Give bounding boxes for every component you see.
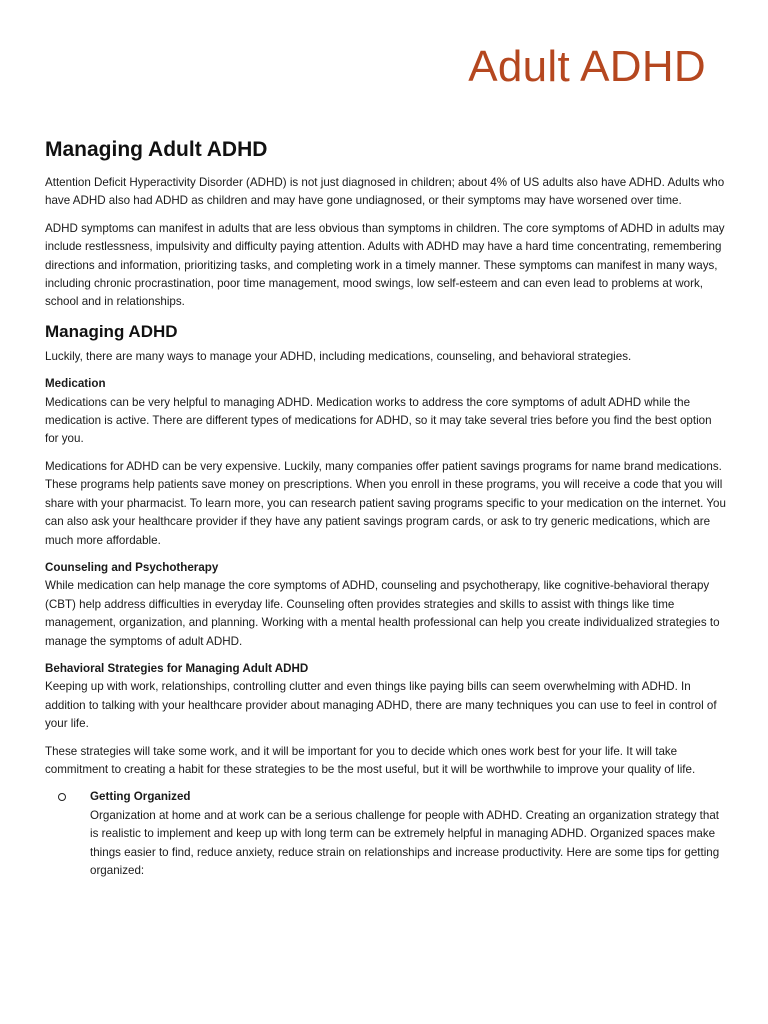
medication-subheading: Medication [45,377,106,391]
page-title: Managing Adult ADHD [45,138,268,161]
managing-adhd-heading: Managing ADHD [45,321,178,341]
list-item-getting-organized [45,788,727,880]
behavioral-paragraph-2: These strategies will take some work, and it will be important for you to decide which ones work best for your life. It will take commitment to creating a habit for these strategies to be the most useful, but it will be worthwhile to improve your quality of life. [45,744,696,776]
counseling-paragraph [45,559,727,651]
managing-lead-paragraph: Luckily, there are many ways to manage your ADHD, including medications, counseling, and behavioral strategies. [45,349,632,363]
intro-paragraph-2: ADHD symptoms can manifest in adults that are less obvious than symptoms in children. The core symptoms of ADHD in adults may include restlessness, impulsivity and difficulty paying attention. Adults with ADHD may have a hard time concentrating, remembering directions and information, prioritizing tasks, and completing work in a timely manner. These symptoms can manifest in many ways, including chronic procrastination, poor time management, mood swings, low self-esteem and can even lead to problems at work, school and in relationships. [45,221,725,309]
hollow-circle-bullet-icon [58,793,66,801]
getting-organized-subheading: Getting Organized [90,790,191,804]
intro-paragraph-1: Attention Deficit Hyperactivity Disorder (ADHD) is not just diagnosed in children; about 4% of US adults also have ADHD. Adults who have ADHD also had ADHD as children and may have gone undiagnosed, or their symptoms may have worsened over time. [45,176,725,208]
medication-paragraph-2: Medications for ADHD can be very expensive. Luckily, many companies offer patient savings programs for name brand medications. These programs help patients save money on prescriptions. When you enroll in these programs, you will receive a code that you will share with your pharmacist. To learn more, you can research patient saving programs specific to your medication on the internet. You can also ask your healthcare provider if they have any patient savings program cards, or ask to try generic medications, which are much more affordable. [45,459,726,547]
counseling-subheading: Counseling and Psychotherapy [45,560,219,574]
document-body [45,138,727,880]
behavioral-subheading: Behavioral Strategies for Managing Adult ADHD [45,661,309,675]
behavioral-text-1: Keeping up with work, relationships, controlling clutter and even things like paying bills can seem overwhelming with ADHD. In addition to talking with your healthcare provider about managing ADHD, there are many techniques you can use to feel in control of your life. [45,680,717,731]
counseling-text: While medication can help manage the core symptoms of ADHD, counseling and psychotherapy, like cognitive-behavioral therapy (CBT) help address difficulties in everyday life. Counseling often provides strategies and skills to assist with things like time management, organization, and planning. Working with a mental health professional can help you create individualized strategies to manage the symptoms of adult ADHD. [45,579,720,648]
getting-organized-text: Organization at home and at work can be a serious challenge for people with ADHD. Creating an organization strategy that is realistic to implement and keep up with long term can be extremely helpful in managing ADHD. Organized spaces make things easier to find, reduce anxiety, reduce strain on relationships and increase productivity. Here are some tips for getting organized: [90,808,720,877]
behavioral-paragraph-1 [45,660,727,734]
brand-logo-text: Adult ADHD [468,42,706,91]
medication-text-1: Medications can be very helpful to managing ADHD. Medication works to address the core symptoms of adult ADHD while the medication is active. There are different types of medications for ADHD, so it may take several tries before you find the best option for you. [45,395,712,446]
medication-paragraph-1 [45,375,727,449]
